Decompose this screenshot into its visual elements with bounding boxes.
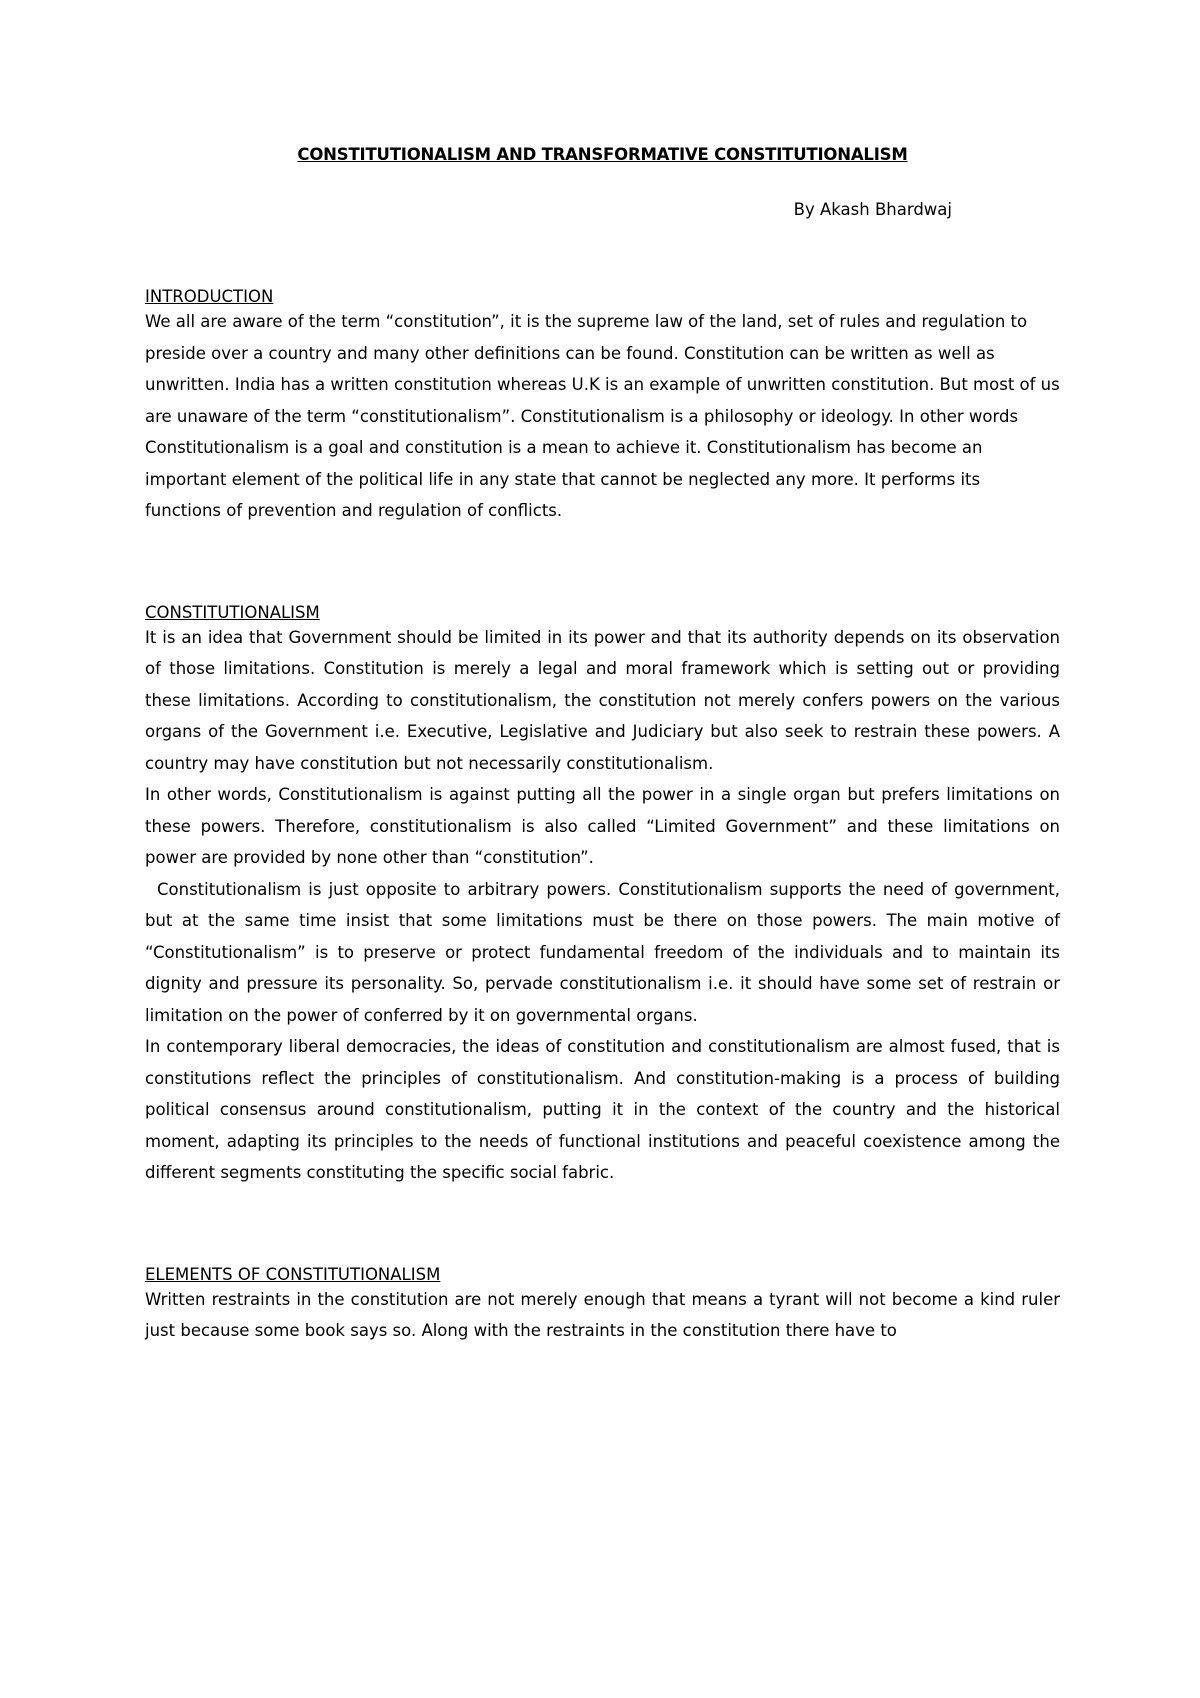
section-heading-elements: ELEMENTS OF CONSTITUTIONALISM <box>145 1264 441 1284</box>
constitutionalism-paragraph-2: In other words, Constitutionalism is against putting all the power in a single organ but prefers limitations on these powers. Therefore, constitutionalism is also called “Limited Government” and these limitations on power are provided by none other than “constitution”. <box>145 785 1060 867</box>
elements-paragraph: Written restraints in the constitution are not merely enough that means a tyrant will not become a kind ruler just because some book says so. Along with the restraints in the constitution there have to <box>145 1289 1060 1340</box>
section-heading-constitutionalism: CONSTITUTIONALISM <box>145 602 320 622</box>
constitutionalism-paragraph-1: It is an idea that Government should be limited in its power and that its authority depends on its observation of those limitations. Constitution is merely a legal and moral framework which is setting out or providing these limitations. According to constitutionalism, the constitution not merely confers powers on the various organs of the Government i.e. Executive, Legislative and Judiciary but also seek to restrain these powers. A country may have constitution but not necessarily constitutionalism. <box>145 627 1060 773</box>
constitutionalism-paragraph-4: In contemporary liberal democracies, the ideas of constitution and constitutionalism are almost fused, that is constitutions reflect the principles of constitutionalism. And constitution-making is a process of building political consensus around constitutionalism, putting it in the context of the country and the historical moment, adapting its principles to the needs of functional institutions and peaceful coexistence among the different segments constituting the specific social fabric. <box>145 1037 1060 1182</box>
author-byline: By Akash Bhardwaj <box>793 200 952 219</box>
introduction-paragraph: We all are aware of the term “constitution”, it is the supreme law of the land, set of rules and regulation to preside over a country and many other definitions can be found. Constitution can be written as well as unwritten. India has a written constitution whereas U.K is an example of unwritten constitution. But most of us are unaware of the term “constitutionalism”. Constitutionalism is a philosophy or ideology. In other words Constitutionalism is a goal and constitution is a mean to achieve it. Constitutionalism has become an important element of the political life in any state that cannot be neglected any more. It performs its functions of prevention and regulation of conflicts. <box>145 312 1060 520</box>
document-title: CONSTITUTIONALISM AND TRANSFORMATIVE CONSTITUTIONALISM <box>297 145 908 164</box>
document-body <box>145 145 1060 1347</box>
constitutionalism-paragraph-3: Constitutionalism is just opposite to arbitrary powers. Constitutionalism supports the need of government, but at the same time insist that some limitations must be there on those powers. The main motive of “Constitutionalism” is to preserve or protect fundamental freedom of the individuals and to maintain its dignity and pressure its personality. So, pervade constitutionalism i.e. it should have some set of restrain or limitation on the power of conferred by it on governmental organs. <box>145 879 1060 1025</box>
section-heading-introduction: INTRODUCTION <box>145 287 274 306</box>
